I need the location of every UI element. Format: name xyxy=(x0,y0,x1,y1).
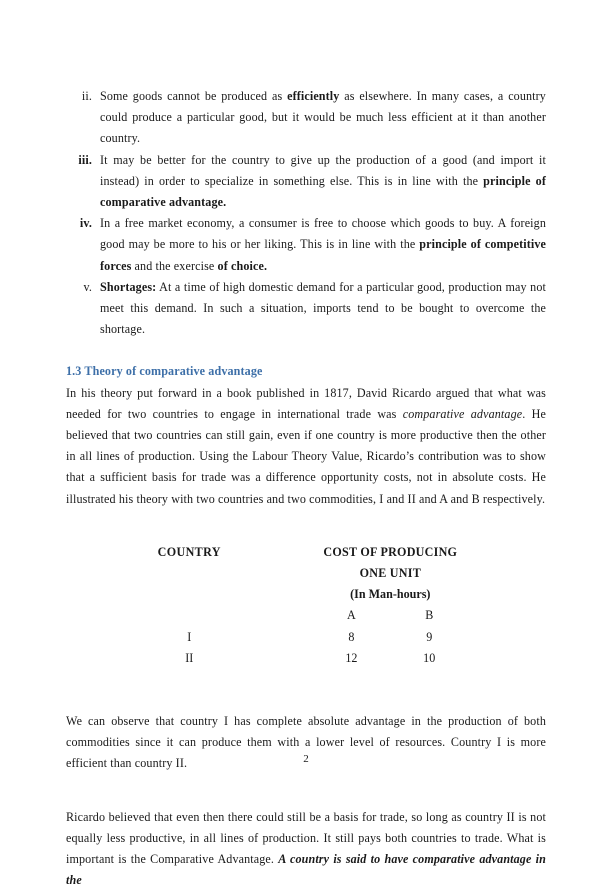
list-marker: iv. xyxy=(79,216,92,231)
table-cell-country: I xyxy=(187,629,192,644)
text-run: as elsewhere. In many cases, a country could produce a particular good, but it would be much less efficient at it than another country. xyxy=(100,89,546,146)
list-item xyxy=(66,277,546,341)
table-subheader-row xyxy=(66,584,546,605)
list-item xyxy=(66,86,546,150)
text-run: Some goods cannot be produced as xyxy=(100,89,288,103)
text-run: principle of comparative advantage. xyxy=(100,173,546,210)
section-paragraph xyxy=(66,383,546,510)
table-header-pad xyxy=(468,542,546,584)
text-run: A country is said to have comparative advantage in the xyxy=(66,852,546,888)
list-marker: v. xyxy=(83,279,92,294)
text-run: In a free market economy, a consumer is free to choose which goods to buy. A foreign good may be more to his or her liking. This is in line with the xyxy=(100,216,546,252)
text-run: At a time of high domestic demand for a particular good, production may not meet this demand. In such a situation, imports tend to be bought to overcome the shortage. xyxy=(100,279,546,337)
section-heading: 1.3 Theory of comparative advantage xyxy=(66,364,263,379)
table-cell-a: 8 xyxy=(348,629,355,644)
table-header-cost: COST OF PRODUCING ONE UNIT xyxy=(323,544,458,581)
text-run: efficiently xyxy=(287,89,340,103)
table-column-label-b: B xyxy=(425,608,434,623)
text-run: and the exercise xyxy=(131,258,218,273)
table-header-row xyxy=(66,542,546,584)
table-column-label-blank xyxy=(66,605,312,626)
text-run: comparative advantage xyxy=(402,406,523,421)
table-header-units: (In Man-hours) xyxy=(350,587,431,602)
text-run: of choice. xyxy=(217,258,268,273)
table-cell-b: 10 xyxy=(423,650,436,665)
table-row xyxy=(66,627,546,648)
list-item-text xyxy=(100,277,546,341)
table-column-label-pad xyxy=(468,605,546,626)
list-item-text xyxy=(100,150,546,214)
page-content xyxy=(66,86,546,892)
list-item-text xyxy=(100,213,546,277)
list-marker: ii. xyxy=(81,89,92,103)
table-cell-country: II xyxy=(185,650,194,665)
table-cell-pad xyxy=(468,648,546,669)
table-column-label-row xyxy=(66,605,546,626)
list-item xyxy=(66,150,546,214)
table-subheader-blank xyxy=(66,584,312,605)
cost-table xyxy=(66,542,546,669)
table-header-country: COUNTRY xyxy=(157,544,221,559)
text-run: Ricardo believed that even then there could still be a basis for trade, so long as country II is not equally less productive, in all lines of production. It still pays both countries to trade. What is important is the Comparative Advantage. xyxy=(66,809,546,867)
list-marker: iii. xyxy=(78,152,92,167)
table-subheader-pad xyxy=(468,584,546,605)
numbered-list xyxy=(66,86,546,340)
cost-table-block xyxy=(66,542,546,669)
final-paragraph xyxy=(66,807,546,892)
table-row xyxy=(66,648,546,669)
observation-paragraph: We can observe that country I has complete absolute advantage in the production of both commodities since it can produce them with a lower level of resources. Country I is more efficient than country II. xyxy=(66,714,546,771)
table-column-label-a: A xyxy=(347,608,356,623)
table-cell-pad xyxy=(468,627,546,648)
list-item xyxy=(66,213,546,277)
text-run: . He believed that two countries can still gain, even if one country is more productive then the other in all lines of production. Using the Labour Theory Value, Ricardo’s contribution was to show that a sufficient basis for trade was a difference opportunity costs, not in absolute costs. He illustrated his theory with two countries and two commodities, I and II and A and B respectively. xyxy=(66,406,546,506)
list-item-text xyxy=(100,86,546,150)
text-run: In his theory put forward in a book published in 1817, David Ricardo argued that what was needed for two countries to engage in international trade was xyxy=(66,385,546,421)
table-cell-b: 9 xyxy=(426,629,433,644)
page-number: 2 xyxy=(303,753,309,765)
text-run: It may be better for the country to give up the production of a good (and import it instead) in order to specialize in something else. This is in line with the xyxy=(100,152,546,188)
text-run: principle of competitive forces xyxy=(100,237,546,273)
table-cell-a: 12 xyxy=(345,650,358,665)
text-run: Shortages: xyxy=(100,279,157,294)
